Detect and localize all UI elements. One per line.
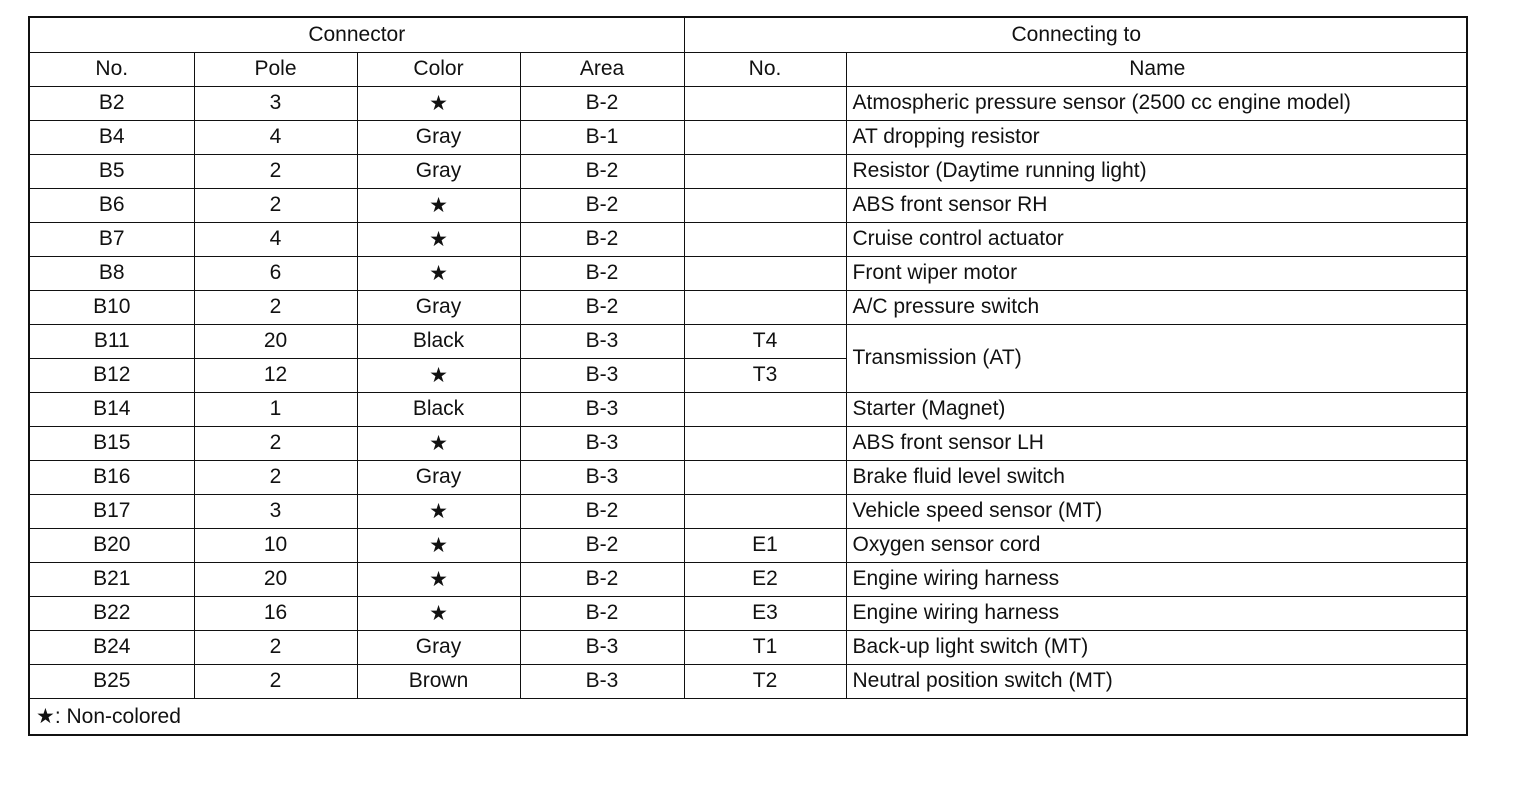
cell-area: B-3 xyxy=(520,460,684,494)
cell-pole: 10 xyxy=(194,528,357,562)
column-header-name: Name xyxy=(846,52,1468,86)
table-row xyxy=(30,256,1468,290)
cell-area: B-3 xyxy=(520,630,684,664)
cell-pole: 6 xyxy=(194,256,357,290)
cell-to-no: T1 xyxy=(684,630,846,664)
cell-no: B24 xyxy=(30,630,194,664)
cell-name: Atmospheric pressure sensor (2500 cc engine model) xyxy=(846,86,1468,120)
cell-pole: 16 xyxy=(194,596,357,630)
cell-color: Gray xyxy=(357,460,520,494)
cell-color: ★ xyxy=(357,426,520,460)
table-row xyxy=(30,460,1468,494)
cell-pole: 20 xyxy=(194,324,357,358)
cell-no: B2 xyxy=(30,86,194,120)
cell-to-no xyxy=(684,188,846,222)
cell-to-no xyxy=(684,426,846,460)
cell-no: B15 xyxy=(30,426,194,460)
table-body xyxy=(30,86,1468,698)
table-row xyxy=(30,86,1468,120)
cell-no: B17 xyxy=(30,494,194,528)
cell-pole: 3 xyxy=(194,86,357,120)
cell-color: ★ xyxy=(357,528,520,562)
table-row xyxy=(30,392,1468,426)
cell-no: B4 xyxy=(30,120,194,154)
cell-pole: 2 xyxy=(194,460,357,494)
cell-name: Brake fluid level switch xyxy=(846,460,1468,494)
cell-to-no xyxy=(684,460,846,494)
cell-color: ★ xyxy=(357,188,520,222)
cell-color: Black xyxy=(357,392,520,426)
cell-area: B-2 xyxy=(520,256,684,290)
cell-area: B-2 xyxy=(520,290,684,324)
column-header-color: Color xyxy=(357,52,520,86)
cell-no: B12 xyxy=(30,358,194,392)
cell-color: Gray xyxy=(357,290,520,324)
cell-to-no xyxy=(684,86,846,120)
cell-area: B-3 xyxy=(520,392,684,426)
connector-table xyxy=(30,18,1468,734)
table-row xyxy=(30,290,1468,324)
cell-name: Engine wiring harness xyxy=(846,562,1468,596)
cell-pole: 20 xyxy=(194,562,357,596)
cell-to-no: T4 xyxy=(684,324,846,358)
cell-area: B-2 xyxy=(520,494,684,528)
cell-no: B8 xyxy=(30,256,194,290)
cell-no: B7 xyxy=(30,222,194,256)
cell-area: B-2 xyxy=(520,528,684,562)
cell-no: B21 xyxy=(30,562,194,596)
cell-pole: 12 xyxy=(194,358,357,392)
cell-no: B6 xyxy=(30,188,194,222)
connecting-to-group-header: Connecting to xyxy=(684,18,1468,52)
cell-to-no: E3 xyxy=(684,596,846,630)
table-row xyxy=(30,426,1468,460)
cell-name: Resistor (Daytime running light) xyxy=(846,154,1468,188)
table-row xyxy=(30,222,1468,256)
cell-color: Brown xyxy=(357,664,520,698)
cell-name: Vehicle speed sensor (MT) xyxy=(846,494,1468,528)
cell-to-no xyxy=(684,222,846,256)
cell-to-no xyxy=(684,494,846,528)
cell-name: ABS front sensor RH xyxy=(846,188,1468,222)
cell-color: ★ xyxy=(357,494,520,528)
cell-to-no: T2 xyxy=(684,664,846,698)
table-row xyxy=(30,596,1468,630)
cell-to-no xyxy=(684,154,846,188)
cell-no: B25 xyxy=(30,664,194,698)
group-header-row xyxy=(30,18,1468,52)
cell-pole: 2 xyxy=(194,426,357,460)
cell-pole: 4 xyxy=(194,120,357,154)
cell-name: Engine wiring harness xyxy=(846,596,1468,630)
cell-name: AT dropping resistor xyxy=(846,120,1468,154)
cell-area: B-2 xyxy=(520,154,684,188)
cell-to-no: E1 xyxy=(684,528,846,562)
cell-name: Transmission (AT) xyxy=(846,324,1468,392)
table-row xyxy=(30,154,1468,188)
connector-table-sheet xyxy=(28,16,1468,736)
table-row xyxy=(30,188,1468,222)
column-header-pole: Pole xyxy=(194,52,357,86)
cell-area: B-3 xyxy=(520,664,684,698)
cell-name: Oxygen sensor cord xyxy=(846,528,1468,562)
cell-to-no xyxy=(684,120,846,154)
cell-area: B-2 xyxy=(520,188,684,222)
table-row xyxy=(30,324,1468,358)
cell-area: B-1 xyxy=(520,120,684,154)
cell-color: Black xyxy=(357,324,520,358)
cell-name: Cruise control actuator xyxy=(846,222,1468,256)
cell-name: Back-up light switch (MT) xyxy=(846,630,1468,664)
cell-to-no: T3 xyxy=(684,358,846,392)
table-row xyxy=(30,664,1468,698)
cell-no: B10 xyxy=(30,290,194,324)
table-row xyxy=(30,630,1468,664)
cell-to-no xyxy=(684,256,846,290)
cell-pole: 2 xyxy=(194,290,357,324)
cell-no: B11 xyxy=(30,324,194,358)
cell-area: B-3 xyxy=(520,324,684,358)
cell-pole: 1 xyxy=(194,392,357,426)
cell-no: B5 xyxy=(30,154,194,188)
cell-no: B14 xyxy=(30,392,194,426)
footnote-row xyxy=(30,698,1468,734)
cell-no: B16 xyxy=(30,460,194,494)
cell-name: A/C pressure switch xyxy=(846,290,1468,324)
table-row xyxy=(30,494,1468,528)
cell-no: B22 xyxy=(30,596,194,630)
cell-name: Front wiper motor xyxy=(846,256,1468,290)
cell-to-no xyxy=(684,392,846,426)
cell-no: B20 xyxy=(30,528,194,562)
cell-color: ★ xyxy=(357,562,520,596)
cell-pole: 4 xyxy=(194,222,357,256)
cell-area: B-2 xyxy=(520,86,684,120)
cell-area: B-3 xyxy=(520,426,684,460)
cell-color: Gray xyxy=(357,630,520,664)
cell-color: ★ xyxy=(357,358,520,392)
cell-pole: 2 xyxy=(194,188,357,222)
footnote: ★: Non-colored xyxy=(30,698,1468,734)
cell-area: B-2 xyxy=(520,562,684,596)
cell-area: B-2 xyxy=(520,596,684,630)
cell-color: ★ xyxy=(357,86,520,120)
cell-color: Gray xyxy=(357,154,520,188)
column-header-row xyxy=(30,52,1468,86)
cell-name: Starter (Magnet) xyxy=(846,392,1468,426)
cell-pole: 3 xyxy=(194,494,357,528)
cell-color: ★ xyxy=(357,222,520,256)
table-row xyxy=(30,562,1468,596)
cell-to-no xyxy=(684,290,846,324)
table-row xyxy=(30,120,1468,154)
cell-pole: 2 xyxy=(194,630,357,664)
cell-color: ★ xyxy=(357,596,520,630)
cell-name: Neutral position switch (MT) xyxy=(846,664,1468,698)
cell-color: ★ xyxy=(357,256,520,290)
connector-group-header: Connector xyxy=(30,18,684,52)
column-header-to-no: No. xyxy=(684,52,846,86)
cell-to-no: E2 xyxy=(684,562,846,596)
cell-pole: 2 xyxy=(194,664,357,698)
cell-area: B-2 xyxy=(520,222,684,256)
cell-area: B-3 xyxy=(520,358,684,392)
table-row xyxy=(30,528,1468,562)
column-header-no: No. xyxy=(30,52,194,86)
cell-pole: 2 xyxy=(194,154,357,188)
cell-name: ABS front sensor LH xyxy=(846,426,1468,460)
cell-color: Gray xyxy=(357,120,520,154)
column-header-area: Area xyxy=(520,52,684,86)
